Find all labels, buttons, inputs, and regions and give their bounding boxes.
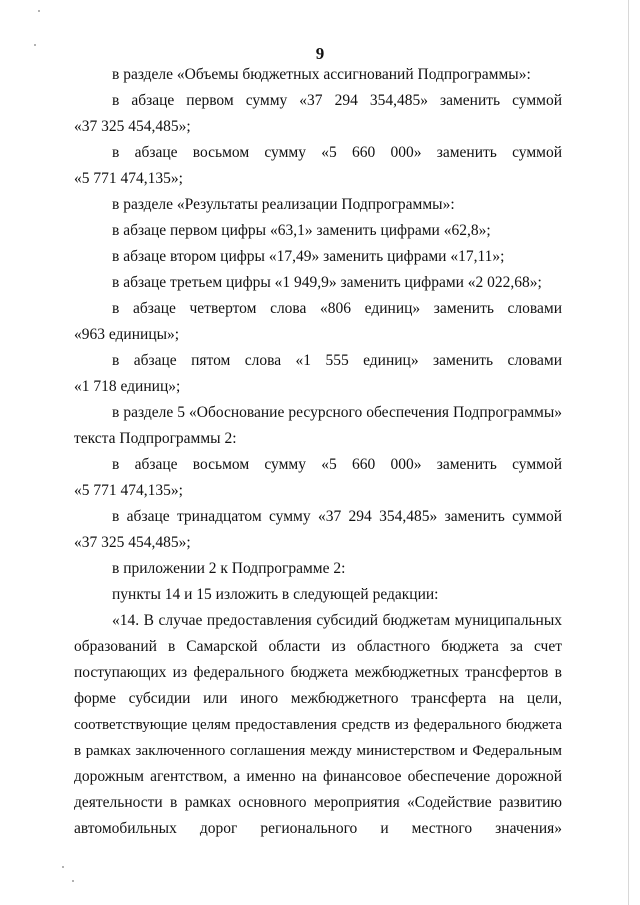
text-line: «1 718 единиц»;	[74, 378, 181, 395]
text-line: «37 325 454,485»;	[74, 118, 191, 135]
text-line: поступающих из федерального бюджета межбюджетных трансфертов в	[74, 664, 562, 681]
text-line: форме субсидии или иного межбюджетного трансферта на цели,	[74, 690, 562, 707]
document-body	[74, 62, 562, 842]
text-line: в разделе «Результаты реализации Подпрограммы»:	[112, 196, 455, 213]
text-line: автомобильных дорог регионального и местного значения»	[74, 820, 562, 837]
text-line: в рамках заключенного соглашения между министерством и Федеральным	[74, 743, 562, 759]
text-line: в абзаце тринадцатом сумму «37 294 354,485» заменить суммой	[112, 508, 562, 525]
scan-speck	[38, 10, 40, 12]
text-line: «5 771 474,135»;	[74, 170, 183, 187]
text-line: в абзаце первом сумму «37 294 354,485» заменить суммой	[112, 92, 562, 109]
text-line: в абзаце первом цифры «63,1» заменить цифрами «62,8»;	[112, 222, 491, 239]
page-number: 9	[315, 44, 325, 63]
text-line: соответствующие целям предоставления средств из федерального бюджета	[74, 717, 562, 733]
text-line: в абзаце третьем цифры «1 949,9» заменить цифрами «2 022,68»;	[112, 274, 542, 291]
text-line: деятельности в рамках основного мероприятия «Содействие развитию	[74, 794, 562, 811]
text-line: «963 единицы»;	[74, 326, 180, 343]
text-line: текста Подпрограммы 2:	[74, 430, 237, 447]
text-line: в приложении 2 к Подпрограмме 2:	[112, 560, 346, 577]
text-line: «14. В случае предоставления субсидий бюджетам муниципальных	[112, 612, 562, 629]
scan-edge-line	[628, 0, 629, 905]
scan-speck	[62, 866, 64, 868]
text-line: дорожным агентством, а именно на финансовое обеспечение дорожной	[74, 768, 562, 785]
text-line: в разделе «Объемы бюджетных ассигнований Подпрограммы»:	[112, 66, 531, 83]
text-line: «37 325 454,485»;	[74, 534, 191, 551]
text-line: в абзаце пятом слова «1 555 единиц» заменить словами	[112, 352, 562, 369]
text-line: «5 771 474,135»;	[74, 482, 183, 499]
text-line: в абзаце четвертом слова «806 единиц» заменить словами	[112, 300, 562, 317]
text-line: образований в Самарской области из областного бюджета за счет	[74, 638, 562, 655]
text-line: в разделе 5 «Обоснование ресурсного обеспечения Подпрограммы»	[112, 404, 562, 421]
text-line: в абзаце восьмом сумму «5 660 000» заменить суммой	[112, 144, 562, 161]
text-line: в абзаце восьмом сумму «5 660 000» заменить суммой	[112, 456, 562, 473]
text-line: в абзаце втором цифры «17,49» заменить цифрами «17,11»;	[112, 248, 505, 265]
scan-speck	[72, 880, 74, 882]
text-line: пункты 14 и 15 изложить в следующей редакции:	[112, 586, 439, 603]
